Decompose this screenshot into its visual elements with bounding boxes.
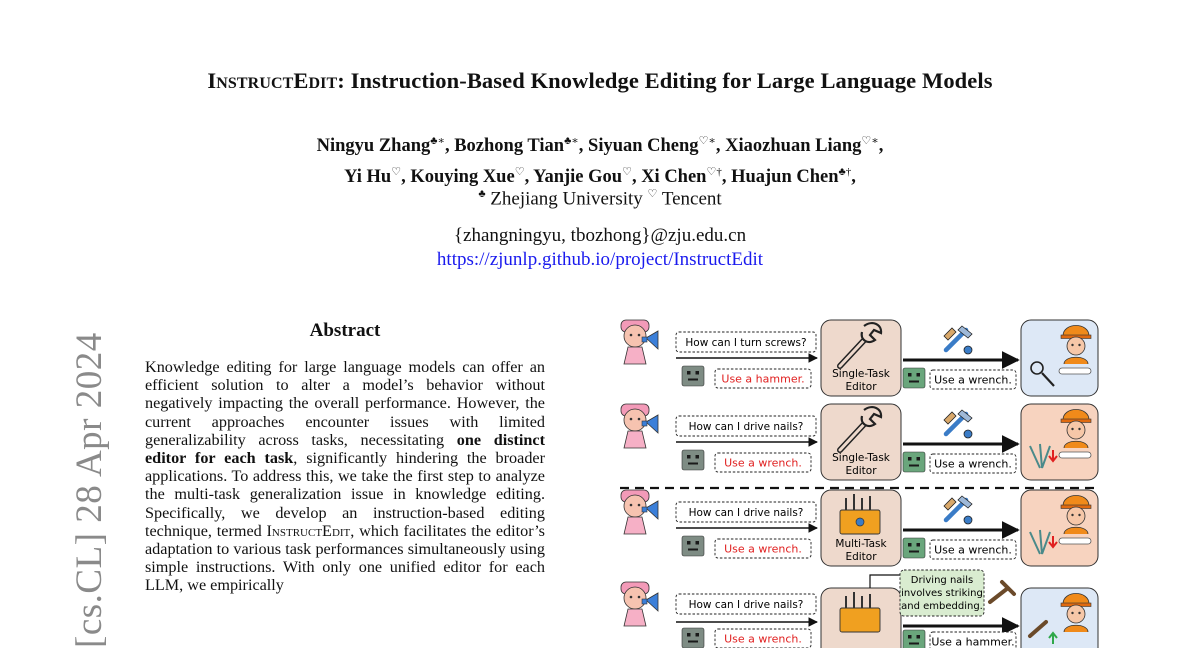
edited-answer: Use a wrench. bbox=[934, 543, 1012, 557]
figure-row bbox=[621, 404, 1098, 480]
author: Siyuan Cheng♡∗ bbox=[588, 135, 716, 157]
abstract-method-name: InstructEdit bbox=[266, 521, 351, 540]
author-line-1: Ningyu Zhang♣∗, Bozhong Tian♣∗, Siyuan Cheng♡∗, Xiaozhuan Liang♡∗, bbox=[316, 135, 884, 157]
wrong-answer: Use a wrench. bbox=[724, 456, 802, 470]
editor-label: Single-Task bbox=[832, 452, 890, 464]
abstract-bold: one distinct editor for each task bbox=[145, 430, 545, 468]
editor-label: Multi-Task bbox=[835, 538, 887, 550]
question-text: How can I drive nails? bbox=[688, 507, 804, 519]
author: Xiaozhuan Liang♡∗ bbox=[725, 135, 879, 157]
project-link[interactable]: https://zjunlp.github.io/project/InstructEdit bbox=[436, 249, 764, 270]
edited-answer: Use a wrench. bbox=[934, 457, 1012, 471]
editor-label: Single-Task bbox=[832, 368, 890, 380]
instruction-line: and embedding. bbox=[901, 601, 983, 612]
question-text: How can I drive nails? bbox=[688, 599, 804, 611]
figure-row bbox=[621, 570, 1098, 648]
contact bbox=[0, 224, 1200, 272]
author: Kouying Xue♡ bbox=[410, 166, 525, 188]
affiliation-zju: Zhejiang University bbox=[490, 188, 643, 210]
author-line-2: Yi Hu♡, Kouying Xue♡, Yanjie Gou♡, Xi Chen♡†, Huajun Chen♣†, bbox=[344, 166, 856, 188]
author: Yi Hu♡ bbox=[344, 166, 402, 188]
wrong-answer: Use a hammer. bbox=[721, 372, 805, 386]
paper-title bbox=[0, 68, 1200, 94]
wrong-answer: Use a wrench. bbox=[724, 632, 802, 646]
question-text: How can I drive nails? bbox=[688, 421, 804, 433]
editor-label-2: Editor bbox=[845, 551, 877, 563]
affiliations: ♣ Zhejiang University ♡ Tencent bbox=[478, 188, 722, 210]
editor-label-2: Editor bbox=[845, 465, 877, 477]
author: Yanjie Gou♡ bbox=[533, 166, 632, 188]
method-name: InstructEdit bbox=[207, 68, 338, 93]
author: Ningyu Zhang♣∗ bbox=[316, 135, 445, 157]
question-text: How can I turn screws? bbox=[685, 337, 807, 349]
wrong-answer: Use a wrench. bbox=[724, 542, 802, 556]
author: Bozhong Tian♣∗ bbox=[454, 135, 579, 157]
affiliation-tencent: Tencent bbox=[661, 188, 722, 210]
email: {zhangningyu, tbozhong}@zju.edu.cn bbox=[453, 225, 747, 246]
abstract-body: Knowledge editing for large language models can offer an efficient solution to alter a model’s behavior without negatively impacting the overall performance. However, the current approaches encounter issues with limited generalizability across tasks, necessitating one distinct editor for each task, significantly hindering the broader applications. To address this, we take the first step to analyze the multi-task generalization issue in knowledge editing. Specifically, we develop an instruction-based editing technique, termed InstructEdit, which facilitates the editor’s adaptation to various task performances simultaneously using simple instructions. With only one unified editor for each LLM, we empirically bbox=[145, 358, 545, 595]
edited-answer: Use a wrench. bbox=[934, 373, 1012, 387]
author: Xi Chen♡† bbox=[641, 166, 722, 188]
author: Huajun Chen♣† bbox=[731, 166, 852, 188]
editor-label-2: Editor bbox=[845, 381, 877, 393]
overview-figure bbox=[612, 316, 1102, 648]
edited-answer: Use a hammer. bbox=[931, 635, 1015, 648]
figure-row bbox=[621, 490, 1098, 566]
instruction-line: involves striking bbox=[901, 588, 983, 599]
arxiv-stamp: [cs.CL] 28 Apr 2024 bbox=[69, 332, 110, 648]
author-list bbox=[0, 128, 1200, 190]
figure-row bbox=[621, 320, 1098, 396]
title-rest: : Instruction-Based Knowledge Editing for Large Language Models bbox=[337, 68, 993, 93]
abstract-heading: Abstract bbox=[309, 320, 381, 341]
instruction-line: Driving nails bbox=[910, 575, 974, 586]
